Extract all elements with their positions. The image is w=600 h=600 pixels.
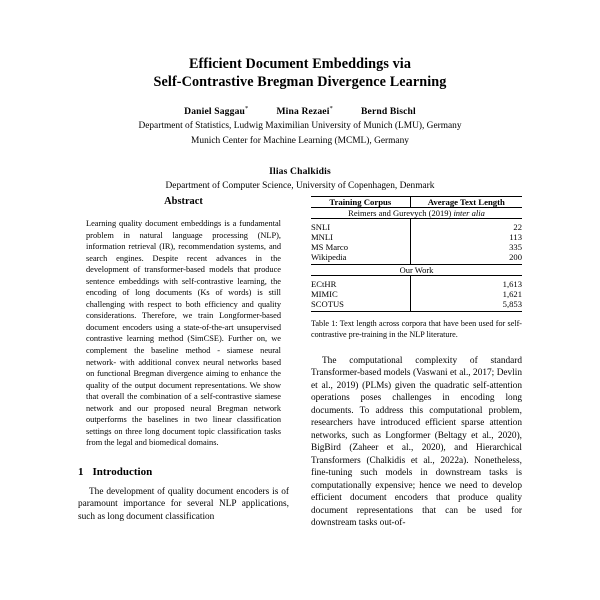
cell-length: 200 (410, 252, 522, 265)
title-line-2: Self-Contrastive Bregman Divergence Learning (153, 73, 447, 90)
author-1-marker: * (245, 104, 249, 112)
table-row (311, 299, 522, 312)
group-label-2 (311, 265, 522, 276)
author-2 (276, 106, 333, 117)
table-row (311, 232, 522, 242)
cell-length: 1,613 (410, 276, 522, 289)
cell-length: 113 (410, 232, 522, 242)
body-columns (0, 196, 600, 530)
table-row (311, 289, 522, 299)
column-header-length: Average Text Length (410, 197, 522, 208)
group-label-1 (311, 208, 522, 219)
title-line-1: Efficient Document Embeddings via (188, 56, 412, 72)
table-row (311, 252, 522, 265)
page-title (70, 56, 530, 91)
author-3 (361, 106, 416, 117)
table-header-row (311, 197, 522, 208)
affiliation-3: Department of Computer Science, University of Copenhagen, Denmark (165, 180, 435, 191)
author-list (0, 106, 600, 117)
cell-corpus: SCOTUS (311, 298, 344, 309)
abstract-heading: Abstract (164, 196, 203, 207)
cell-corpus: SNLI (311, 221, 331, 232)
corpus-table (311, 196, 522, 312)
group-label-1-italic: inter alia (453, 208, 485, 218)
title-block (0, 0, 600, 192)
introduction-heading (78, 466, 289, 478)
left-column (78, 196, 289, 530)
right-column-paragraph: The computational complexity of standard Transformer-based models (Vaswani et al., 2017; Devlin et al., 2019) (PLMs) given the quadratic self-attention operations poses challenges in encoding long documents. To address this computational problem, researchers have introduced efficient sparse attention networks, such as Longformer (Beltagy et al., 2020), BigBird (Zaheer et al., 2020), and Hierarchical Transformers (Chalkidis et al., 2022a). Nonetheless, fine-tuning such models in downstream tasks is computationally expensive; hence we need to develop efficient document encoders that produce quality document representations that can be used for downstream tasks out-of- (311, 355, 522, 529)
table-caption: Table 1: Text length across corpora that have been used for self-contrastive pre-training in the NLP literature. (311, 319, 522, 339)
introduction-paragraph: The development of quality document encoders is of paramount importance for several NLP applications, such as long document classification (78, 486, 289, 522)
table-group-header-1 (311, 208, 522, 219)
table-bottom-rule (311, 312, 522, 313)
section-title: Introduction (92, 465, 153, 478)
affiliation-2: Munich Center for Machine Learning (MCML), Germany (191, 136, 409, 147)
table-group-header-2 (311, 265, 522, 276)
right-column (311, 196, 522, 530)
affiliation-1: Department of Statistics, Ludwig Maximilian University of Munich (LMU), Germany (138, 121, 462, 131)
author-block-secondary (0, 166, 600, 192)
cell-corpus: Wikipedia (311, 251, 347, 262)
abstract-body: Learning quality document embeddings is a fundamental problem in natural language processing (NLP), information retrieval (IR), recommendation systems, and search engines. Despite recent advances in the development of transformer-based models that produce sentence embeddings with self-contrastive learning, the encoding of long documents (Ks of words) is still challenging with respect to both efficiency and quality considerations. Therefore, we train Longformer-based document encoders using a state-of-the-art unsupervised contrastive learning method (SimCSE). Further on, we complement the baseline method - siamese neural network- with additional convex neural networks based on functional Bregman divergence aiming to enhance the quality of the output document representations. We show that overall the combination of a self-contrastive siamese network and our proposed neural Bregman network outperforms the baselines in two linear classification settings on three long document topic classification tasks from the legal and biomedical domains. (86, 219, 281, 448)
column-header-corpus: Training Corpus (329, 197, 392, 207)
table-row (311, 276, 522, 289)
cell-length: 335 (410, 242, 522, 252)
author-3-name: Bernd Bischl (361, 106, 416, 117)
cell-corpus: ECtHR (311, 278, 337, 289)
author-1 (184, 106, 248, 117)
cell-length: 1,621 (410, 289, 522, 299)
cell-length: 22 (410, 219, 522, 232)
table-row (311, 242, 522, 252)
cell-corpus: MIMIC (311, 288, 338, 299)
cell-length: 5,853 (410, 299, 522, 312)
group-label-2-text: Our Work (399, 265, 434, 276)
cell-corpus: MS Marco (311, 241, 348, 252)
author-4: Ilias Chalkidis (269, 165, 331, 177)
author-2-name: Mina Rezaei (276, 106, 330, 117)
group-label-1-text: Reimers and Gurevych (2019) (348, 208, 454, 218)
table-1 (311, 196, 522, 341)
section-number: 1 (78, 465, 84, 478)
table-bottom-rule-cell (311, 312, 522, 313)
author-1-name: Daniel Saggau (184, 106, 246, 117)
table-row (311, 219, 522, 232)
author-2-marker: * (329, 104, 333, 112)
cell-corpus: MNLI (311, 231, 333, 242)
